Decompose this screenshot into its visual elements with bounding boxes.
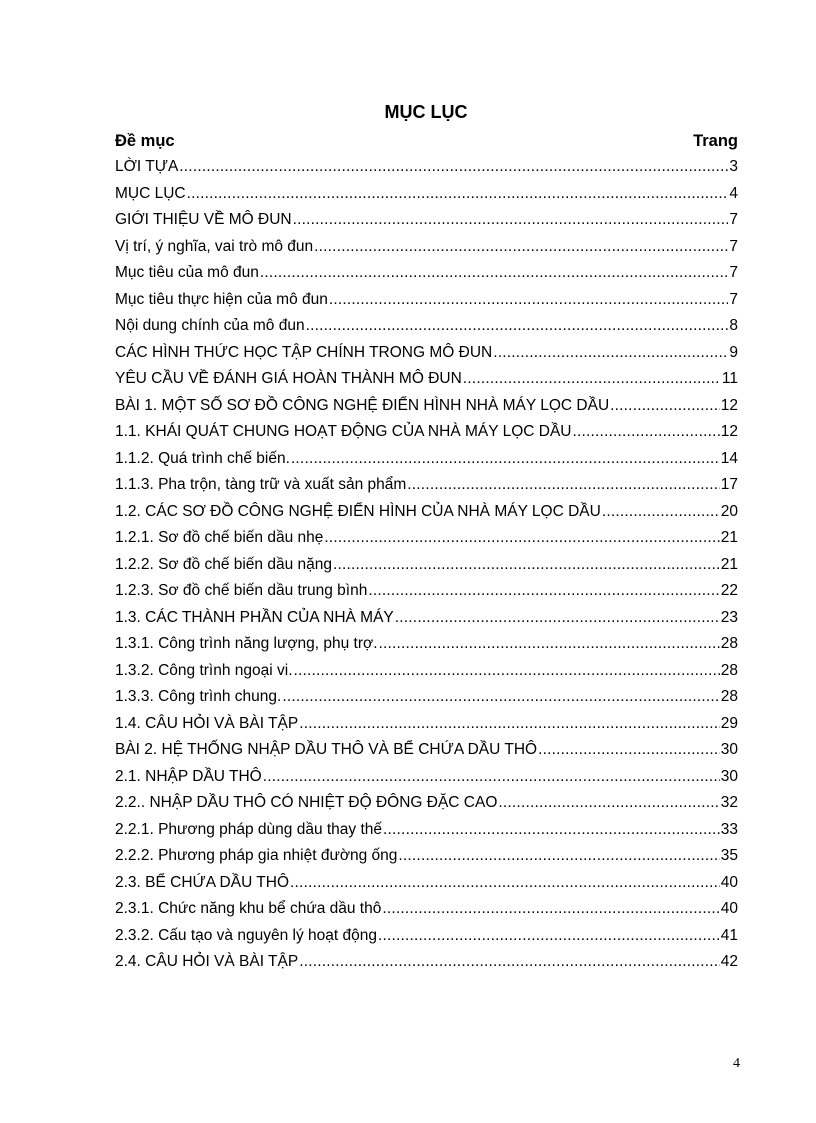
toc-entry-dot-leader [493, 340, 728, 367]
toc-entry-dot-leader [324, 525, 719, 552]
toc-entry-label: Vị trí, ý nghĩa, vai trò mô đun [115, 237, 314, 255]
toc-entry-dot-leader [314, 234, 728, 261]
toc-entry[interactable] [115, 419, 738, 446]
toc-entry-page: 40 [720, 873, 738, 891]
toc-entry-label: GIỚI THIỆU VỀ MÔ ĐUN [115, 211, 292, 228]
toc-entry-dot-leader [379, 631, 720, 658]
toc-entry-page: 12 [720, 396, 738, 414]
toc-entry[interactable] [115, 684, 738, 711]
toc-entry-dot-leader [498, 790, 719, 817]
toc-entry[interactable] [115, 923, 738, 950]
toc-entry-dot-leader [407, 472, 719, 499]
toc-entry[interactable] [115, 446, 738, 473]
toc-entry-dot-leader [610, 393, 720, 420]
toc-entry-label: 2.1. NHẬP DẦU THÔ [115, 767, 262, 785]
toc-entry-page: 42 [720, 953, 738, 970]
toc-entry[interactable] [115, 605, 738, 632]
toc-entry-label: BÀI 2. HỆ THỐNG NHẬP DẦU THÔ VÀ BỂ CHỨA DẦU THÔ [115, 741, 538, 758]
toc-entry-dot-leader [294, 658, 720, 685]
toc-entry[interactable] [115, 207, 738, 234]
toc-entry-dot-leader [398, 843, 719, 870]
toc-entry-dot-leader [368, 578, 719, 605]
toc-entry-dot-leader [179, 154, 728, 181]
toc-entry-page: 35 [720, 847, 738, 864]
toc-entry-page: 40 [720, 900, 738, 917]
toc-entry-label: 1.3.3. Công trình chung. [115, 688, 282, 705]
toc-entry-label: 1.1.2. Quá trình chế biến. [115, 449, 290, 467]
toc-entry[interactable] [115, 790, 738, 817]
toc-entry[interactable] [115, 181, 738, 208]
toc-entry-dot-leader [282, 684, 719, 711]
toc-entry[interactable] [115, 472, 738, 499]
toc-entry-label: LỜI TỰA [115, 158, 179, 175]
toc-entry-page: 28 [720, 688, 738, 705]
toc-entry[interactable] [115, 817, 738, 844]
toc-entry[interactable] [115, 896, 738, 923]
toc-entry-label: 1.1. KHÁI QUÁT CHUNG HOẠT ĐỘNG CỦA NHÀ MÁY LỌC DẦU [115, 423, 572, 440]
toc-entry-dot-leader [602, 499, 720, 526]
toc-entry[interactable] [115, 578, 738, 605]
toc-entry-dot-leader [395, 605, 720, 632]
toc-entry[interactable] [115, 711, 738, 738]
toc-entry-label: 1.1.3. Pha trộn, tàng trữ và xuất sản phẩm [115, 476, 407, 493]
toc-entry-label: 1.2.3. Sơ đồ chế biến dầu trung bình [115, 582, 368, 599]
toc-entry-page: 28 [720, 661, 738, 679]
toc-entry-page: 21 [720, 555, 738, 573]
toc-entry-page: 30 [720, 767, 738, 785]
toc-entry[interactable] [115, 658, 738, 685]
toc-entry[interactable] [115, 366, 738, 393]
toc-entry[interactable] [115, 499, 738, 526]
toc-entry[interactable] [115, 843, 738, 870]
toc-entry-label: 1.3.1. Công trình năng lượng, phụ trợ. [115, 635, 378, 652]
toc-entry[interactable] [115, 287, 738, 314]
toc-entry-page: 41 [720, 926, 738, 944]
toc-entry-dot-leader [333, 552, 720, 579]
toc-entry[interactable] [115, 737, 738, 764]
toc-entry-label: 2.2.1. Phương pháp dùng dầu thay thế [115, 820, 383, 838]
toc-entry-page: 22 [720, 582, 738, 599]
toc-entry[interactable] [115, 260, 738, 287]
toc-entry-dot-leader [293, 207, 729, 234]
toc-entry-dot-leader [260, 260, 728, 287]
toc-entry[interactable] [115, 525, 738, 552]
toc-entry-label: CÁC HÌNH THỨC HỌC TẬP CHÍNH TRONG MÔ ĐUN [115, 343, 493, 361]
toc-entry-label: 2.2.. NHẬP DẦU THÔ CÓ NHIỆT ĐỘ ĐÔNG ĐẶC CAO [115, 794, 498, 811]
toc-entry-dot-leader [382, 896, 719, 923]
toc-entry[interactable] [115, 949, 738, 976]
toc-entry-label: 1.3.2. Công trình ngoại vi. [115, 661, 293, 679]
toc-entry-dot-leader [378, 923, 720, 950]
toc-entry-page: 21 [720, 529, 738, 546]
toc-title: MỤC LỤC [384, 102, 468, 122]
toc-entry-page: 9 [729, 343, 738, 361]
toc-entry-page: 17 [720, 476, 738, 493]
toc-entry[interactable] [115, 234, 738, 261]
toc-entry-dot-leader [263, 764, 720, 791]
toc-entry-dot-leader [329, 287, 729, 314]
toc-entry-page: 20 [720, 502, 738, 520]
toc-entry-page: 33 [720, 820, 738, 838]
toc-entry-page: 7 [729, 237, 738, 255]
toc-entry-label: 2.3.2. Cấu tạo và nguyên lý hoạt động [115, 926, 377, 944]
toc-entry-page: 32 [720, 794, 738, 811]
toc-entry-label: 1.4. CÂU HỎI VÀ BÀI TẬP [115, 714, 299, 732]
toc-entry[interactable] [115, 340, 738, 367]
toc-entry-label: 2.3.1. Chức năng khu bể chứa dầu thô [115, 900, 382, 917]
toc-header [115, 130, 738, 152]
toc-entry-dot-leader [299, 949, 720, 976]
toc-entry[interactable] [115, 393, 738, 420]
toc-entry-page: 12 [720, 423, 738, 440]
toc-entry-dot-leader [538, 737, 720, 764]
toc-entry-dot-leader [291, 446, 720, 473]
toc-entry-dot-leader [187, 181, 729, 208]
toc-entry-page: 8 [729, 317, 738, 334]
toc-entry-page: 3 [729, 158, 738, 175]
toc-entry-label: Mục tiêu thực hiện của mô đun [115, 290, 328, 308]
toc-header-section-label: Đề mục [115, 132, 175, 150]
toc-list [115, 154, 738, 976]
toc-entry-page: 11 [721, 370, 738, 387]
toc-entry-page: 29 [720, 714, 738, 732]
toc-entry-page: 23 [720, 608, 738, 626]
toc-entry-page: 30 [720, 741, 738, 758]
toc-entry-dot-leader [463, 366, 721, 393]
toc-entry-page: 14 [720, 449, 738, 467]
toc-entry-label: 2.4. CÂU HỎI VÀ BÀI TẬP [115, 953, 299, 970]
toc-entry-label: Nội dung chính của mô đun [115, 317, 305, 334]
toc-entry[interactable] [115, 313, 738, 340]
toc-entry-dot-leader [306, 313, 729, 340]
toc-entry-label: BÀI 1. MỘT SỐ SƠ ĐỒ CÔNG NGHỆ ĐIỂN HÌNH NHÀ MÁY LỌC DẦU [115, 396, 610, 414]
toc-entry-label: 2.3. BỂ CHỨA DẦU THÔ [115, 873, 290, 891]
toc-entry-dot-leader [572, 419, 719, 446]
toc-entry-page: 7 [729, 290, 738, 308]
toc-header-page-label: Trang [693, 132, 738, 150]
toc-entry-label: 1.3. CÁC THÀNH PHẦN CỦA NHÀ MÁY [115, 608, 394, 626]
toc-entry[interactable] [115, 154, 738, 181]
toc-entry-label: Mục tiêu của mô đun [115, 264, 259, 281]
toc-entry-page: 7 [729, 211, 738, 228]
toc-entry-label: MỤC LỤC [115, 184, 186, 202]
toc-entry-page: 4 [729, 184, 738, 202]
toc-entry-page: 7 [729, 264, 738, 281]
toc-entry[interactable] [115, 764, 738, 791]
toc-entry-dot-leader [290, 870, 720, 897]
toc-entry-label: 1.2.1. Sơ đồ chế biến dầu nhẹ [115, 529, 324, 546]
toc-entry-dot-leader [383, 817, 720, 844]
toc-entry-label: YÊU CẦU VỀ ĐÁNH GIÁ HOÀN THÀNH MÔ ĐUN [115, 370, 462, 387]
toc-entry-label: 2.2.2. Phương pháp gia nhiệt đường ống [115, 847, 398, 864]
toc-entry[interactable] [115, 552, 738, 579]
toc-entry-dot-leader [299, 711, 720, 738]
toc-entry[interactable] [115, 870, 738, 897]
toc-entry-page: 28 [720, 635, 738, 652]
page-number: 4 [733, 1056, 740, 1071]
toc-entry-label: 1.2.2. Sơ đồ chế biến dầu nặng [115, 555, 332, 573]
toc-entry[interactable] [115, 631, 738, 658]
toc-entry-label: 1.2. CÁC SƠ ĐỒ CÔNG NGHỆ ĐIỂN HÌNH CỦA NHÀ MÁY LỌC DẦU [115, 502, 601, 520]
